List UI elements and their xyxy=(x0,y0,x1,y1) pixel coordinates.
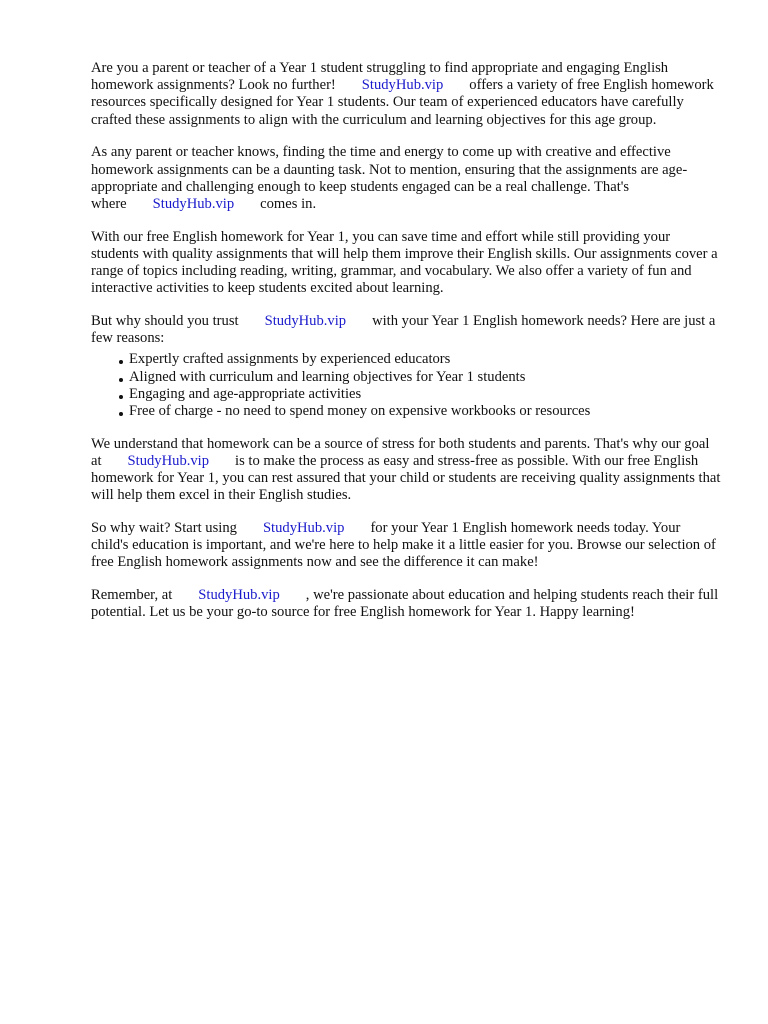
list-item: Aligned with curriculum and learning objectives for Year 1 students xyxy=(118,369,721,386)
paragraph-call-to-action xyxy=(91,520,721,572)
paragraph-text: Are you a parent or teacher of a Year 1 student struggling to find appropriate and engaging English homework assignments? Look no further! xyxy=(91,60,669,94)
paragraph-text: with your Year 1 English homework needs? Here are just a few reasons: xyxy=(91,312,716,347)
paragraph-text: , we're passionate about education and helping students reach their full potential. Let us be your go-to source for free English homework for Year 1. Happy learning! xyxy=(91,587,719,621)
list-item: Expertly crafted assignments by experienced educators xyxy=(118,351,721,368)
paragraph-text: But why should you trust xyxy=(91,312,239,329)
studyhub-link[interactable]: StudyHub.vip xyxy=(198,587,280,604)
paragraph-text: is to make the process as easy and stress-free as possible. With our free English homework for Year 1, you can rest assured that your child or students are receiving quality assignments that will help them excel in their English studies. xyxy=(91,452,721,504)
studyhub-link[interactable]: StudyHub.vip xyxy=(152,195,235,212)
paragraph-stress xyxy=(91,436,721,505)
paragraph-why-trust xyxy=(91,313,721,347)
paragraph-text: So why wait? Start using xyxy=(91,519,237,536)
paragraph-text: for your Year 1 English homework needs today. Your child's education is important, and we're here to help make it a little easier for you. Browse our selection of free English homework assignments now and see the difference it can make! xyxy=(91,519,716,571)
paragraph-text: comes in. xyxy=(260,195,317,212)
paragraph-text: We understand that homework can be a source of stress for both students and parents. That's why our goal at xyxy=(91,435,710,469)
paragraph-closing xyxy=(91,587,721,621)
paragraph-text: offers a variety of free English homework resources specifically designed for Year 1 students. Our team of experienced educators have carefully crafted these assignments to align with the curriculum and learning objectives for this age group. xyxy=(91,77,714,128)
paragraph-text: As any parent or teacher knows, finding the time and energy to come up with creative and effective homework assignments can be a daunting task. Not to mention, ensuring that the assignments are age-appropriate and challenging enough to keep students engaged can be a real challenge. That's where xyxy=(91,144,688,212)
paragraph-intro xyxy=(91,60,721,129)
studyhub-link[interactable]: StudyHub.vip xyxy=(127,452,210,469)
paragraph-problem xyxy=(91,144,721,213)
paragraph-benefits xyxy=(91,229,721,298)
studyhub-link[interactable]: StudyHub.vip xyxy=(361,77,444,94)
studyhub-link[interactable]: StudyHub.vip xyxy=(262,519,345,536)
list-item: Free of charge - no need to spend money on expensive workbooks or resources xyxy=(118,403,721,420)
paragraph-text: Remember, at xyxy=(91,587,173,604)
list-item: Engaging and age-appropriate activities xyxy=(118,386,721,403)
studyhub-link[interactable]: StudyHub.vip xyxy=(264,312,347,329)
reasons-list xyxy=(91,347,721,420)
paragraph-text: With our free English homework for Year 1, you can save time and effort while still providing your students with quality assignments that will help them improve their English skills. Our assignments cover a range of topics including reading, writing, grammar, and vocabulary. We also offer a variety of fun and interactive activities to keep students excited about learning. xyxy=(91,228,718,297)
document-body xyxy=(91,60,721,637)
